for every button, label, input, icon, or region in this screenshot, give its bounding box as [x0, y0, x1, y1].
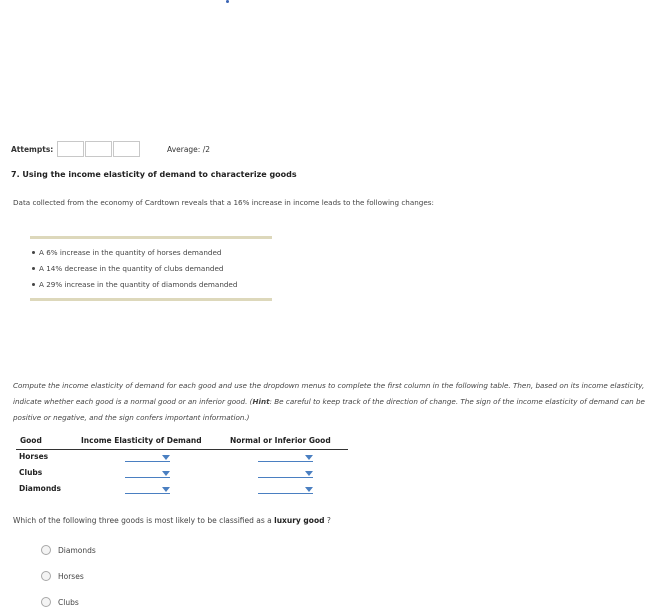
luxury-question-prefix: Which of the following three goods is most likely to be classified as a: [13, 516, 272, 525]
luxury-question-term: luxury good: [274, 516, 325, 525]
instructions-part-2: : Be careful to keep track of the direction of change. The sign of the income elasticity of demand can be positive or negative, and the sign confers important information.): [13, 397, 645, 422]
changes-list: [30, 245, 272, 293]
list-item: A 29% increase in the quantity of diamonds demanded: [39, 277, 272, 293]
dropdown-arrow-icon: [305, 471, 313, 476]
attempt-box: [57, 141, 84, 157]
list-item: A 14% decrease in the quantity of clubs demanded: [39, 261, 272, 277]
column-header-normal-inferior: Normal or Inferior Good: [230, 436, 331, 445]
attempts-label: Attempts:: [11, 145, 54, 154]
luxury-question: [13, 516, 331, 525]
radio-option-label: Diamonds: [58, 545, 96, 555]
attempt-box: [113, 141, 140, 157]
radio-option-label: Clubs: [58, 597, 79, 607]
dropdown-arrow-icon: [305, 455, 313, 460]
radio-button[interactable]: [41, 571, 51, 581]
radio-button[interactable]: [41, 545, 51, 555]
average-value: /2: [202, 145, 211, 154]
radio-option-label: Horses: [58, 571, 84, 581]
dropdown-arrow-icon: [305, 487, 313, 492]
dropdown-arrow-icon: [162, 487, 170, 492]
column-header-elasticity: Income Elasticity of Demand: [81, 436, 202, 445]
changes-list-box: [30, 236, 272, 301]
attempt-indicators: [57, 141, 141, 157]
type-dropdown-diamonds[interactable]: [258, 484, 313, 494]
column-header-good: Good: [20, 436, 42, 445]
type-dropdown-clubs[interactable]: [258, 468, 313, 478]
radio-button[interactable]: [41, 597, 51, 607]
instructions-text: [13, 378, 653, 426]
list-item: A 6% increase in the quantity of horses demanded: [39, 245, 272, 261]
attempt-box: [85, 141, 112, 157]
type-dropdown-horses[interactable]: [258, 452, 313, 462]
question-title: 7. Using the income elasticity of demand to characterize goods: [11, 170, 297, 179]
top-marker-dot: [226, 0, 229, 3]
row-label-horses: Horses: [19, 452, 49, 461]
hint-label: Hint: [252, 397, 270, 406]
dropdown-arrow-icon: [162, 471, 170, 476]
table-header: [16, 436, 348, 450]
elasticity-dropdown-clubs[interactable]: [125, 468, 170, 478]
elasticity-dropdown-diamonds[interactable]: [125, 484, 170, 494]
radio-option-diamonds[interactable]: [41, 545, 96, 555]
question-intro: Data collected from the economy of Cardtown reveals that a 16% increase in income leads to the following changes:: [13, 198, 434, 207]
row-label-clubs: Clubs: [19, 468, 43, 477]
average-score: [167, 145, 210, 154]
luxury-question-suffix: ?: [326, 516, 331, 525]
radio-option-clubs[interactable]: [41, 597, 79, 607]
row-label-diamonds: Diamonds: [19, 484, 61, 493]
elasticity-dropdown-horses[interactable]: [125, 452, 170, 462]
dropdown-arrow-icon: [162, 455, 170, 460]
average-label: Average:: [167, 145, 201, 154]
radio-option-horses[interactable]: [41, 571, 84, 581]
instructions-part-1: Compute the income elasticity of demand for each good and use the dropdown menus to complete the first column in the following table. Then, based on its income elasticity, indicate whether each good is a normal good or an inferior good. (: [13, 381, 645, 406]
